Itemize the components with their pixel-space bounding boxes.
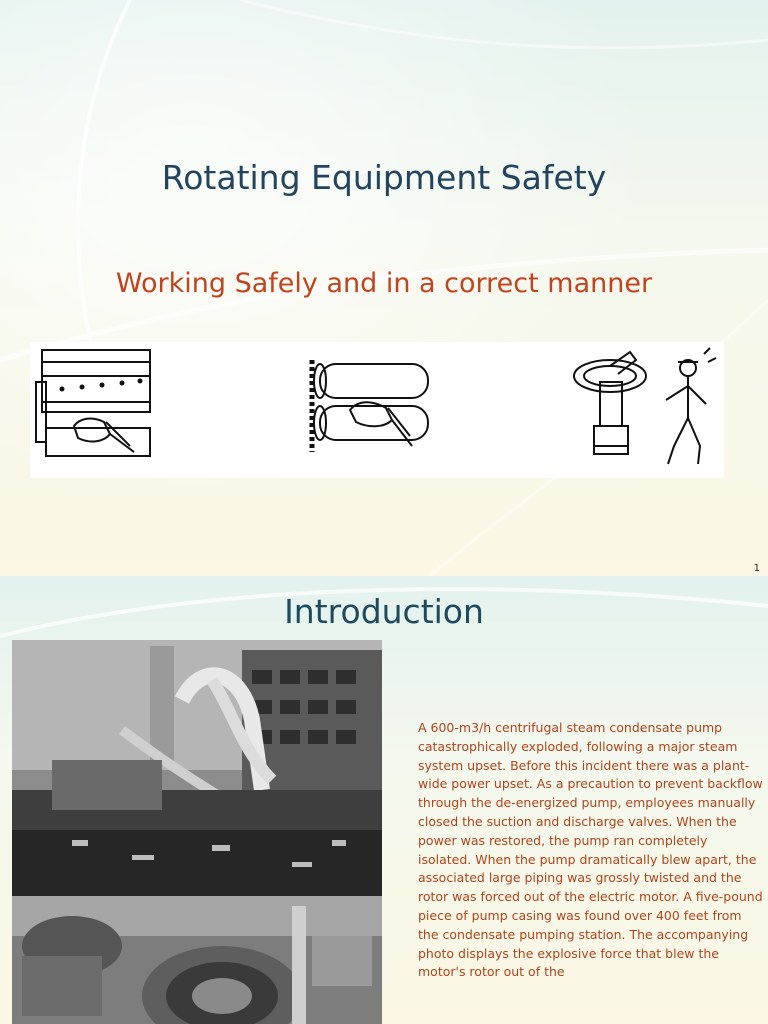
hand-near-gears-illustration xyxy=(306,342,436,468)
hand-near-roller-illustration xyxy=(34,342,154,468)
pump-explosion-site-photo xyxy=(12,640,382,896)
incident-description: A 600-m3/h centrifugal steam condensate pump catastrophically exploded, following a major steam system upset. Before this incident there was a plant-wide power upset. As a precaution to prevent backflow through the de-energized pump, employees manually closed the suction and discharge valves. When the power was restored, the pump ran completely isolated. When the pump dramatically blew apart, the associated large piping was grossly twisted and the rotor was forced out of the electric motor. A five-pound piece of pump casing was found over 400 feet from the condensate pumping station. The accompanying photo displays the explosive force that blew the motor's rotor out of the xyxy=(418,720,763,980)
slide-title: Rotating Equipment Safety xyxy=(161,158,607,197)
illustration-strip xyxy=(30,342,724,478)
slide-title: Introduction xyxy=(284,592,484,631)
motor-rotor-damage-photo xyxy=(12,896,382,1024)
worker-near-pump-illustration xyxy=(570,342,720,474)
slide-subtitle: Working Safely and in a correct manner xyxy=(115,268,653,299)
slide-number: 1 xyxy=(753,563,760,574)
slide-2 xyxy=(0,576,768,1024)
